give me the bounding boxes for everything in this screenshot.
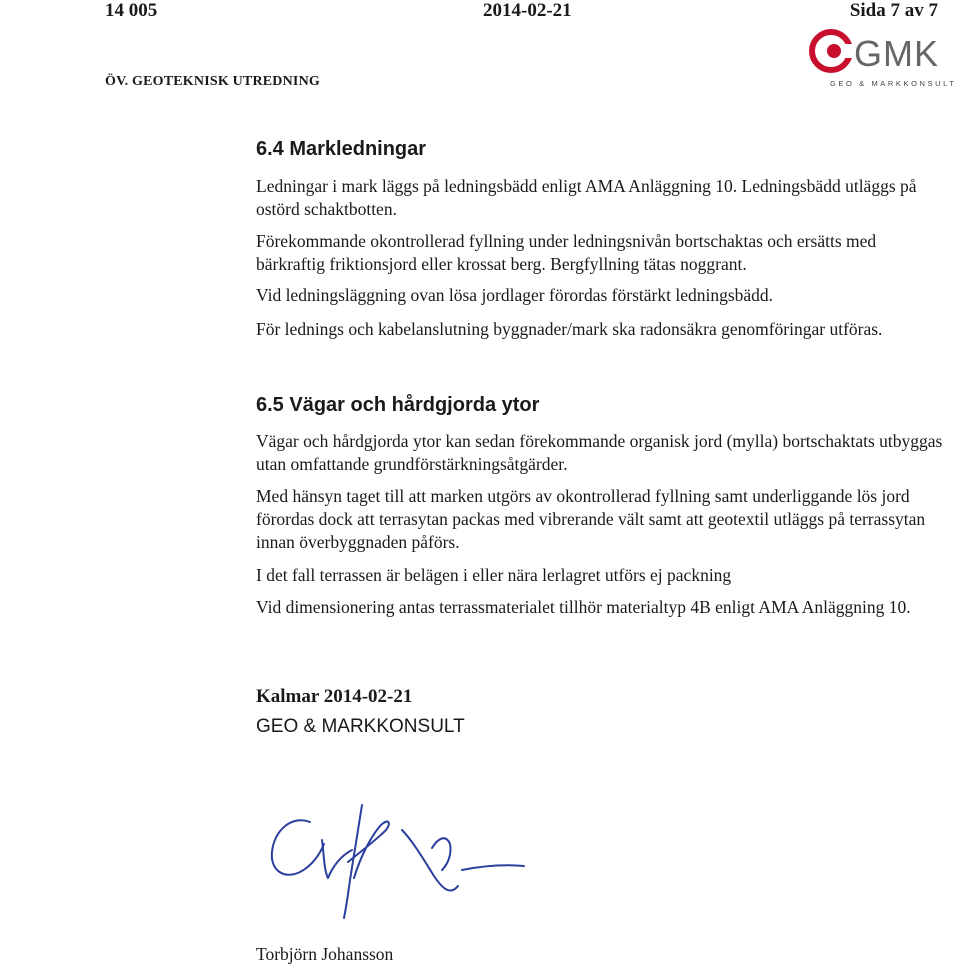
svg-text:GMK: GMK [854, 33, 940, 74]
paragraph: Vid ledningsläggning ovan lösa jordlager förordas förstärkt ledningsbädd. [256, 285, 774, 305]
document-date: 2014-02-21 [483, 0, 572, 21]
signature-company: GEO & MARKKONSULT [256, 716, 465, 737]
gmk-logo [808, 28, 958, 90]
paragraph: Vid dimensionering antas terrassmaterialet tillhör materialtyp 4B enligt AMA Anläggning 10. [256, 597, 911, 617]
page-indicator: Sida 7 av 7 [849, 0, 938, 21]
signer-name: Torbjörn Johansson [256, 944, 394, 964]
report-subtitle: ÖV. GEOTEKNISK UTREDNING [105, 74, 320, 89]
paragraph: Med hänsyn taget till att marken utgörs av okontrollerad fyllning samt underliggande lös jord förordas dock att terrasytan packas med vibrerande vält samt att geotextil utläggs på terrassytan innan överbyggnaden påförs. [256, 486, 926, 552]
signature-place-date: Kalmar 2014-02-21 [256, 686, 413, 707]
handwritten-signature [262, 800, 532, 925]
document-number: 14 005 [105, 0, 158, 21]
paragraph: För lednings och kabelanslutning byggnader/mark ska radonsäkra genomföringar utföras. [256, 319, 883, 339]
section-heading-markledningar: 6.4 Markledningar [256, 138, 427, 160]
paragraph: Vägar och hårdgjorda ytor kan sedan förekommande organisk jord (mylla) bortschaktats utbyggas utan omfattande grundförstärkningsåtgärder. [256, 431, 943, 474]
svg-text:GEO & MARKKONSULT: GEO & MARKKONSULT [830, 79, 957, 88]
paragraph: Ledningar i mark läggs på ledningsbädd enligt AMA Anläggning 10. Ledningsbädd utläggs på ostörd schaktbotten. [256, 176, 917, 219]
paragraph: I det fall terrassen är belägen i eller nära lerlagret utförs ej packning [256, 565, 732, 585]
section-heading-vagar: 6.5 Vägar och hårdgjorda ytor [256, 394, 540, 416]
paragraph: Förekommande okontrollerad fyllning under ledningsnivån bortschaktas och ersätts med bärkraftig friktionsjord eller krossat berg. Bergfyllning tätas noggrant. [256, 231, 877, 274]
